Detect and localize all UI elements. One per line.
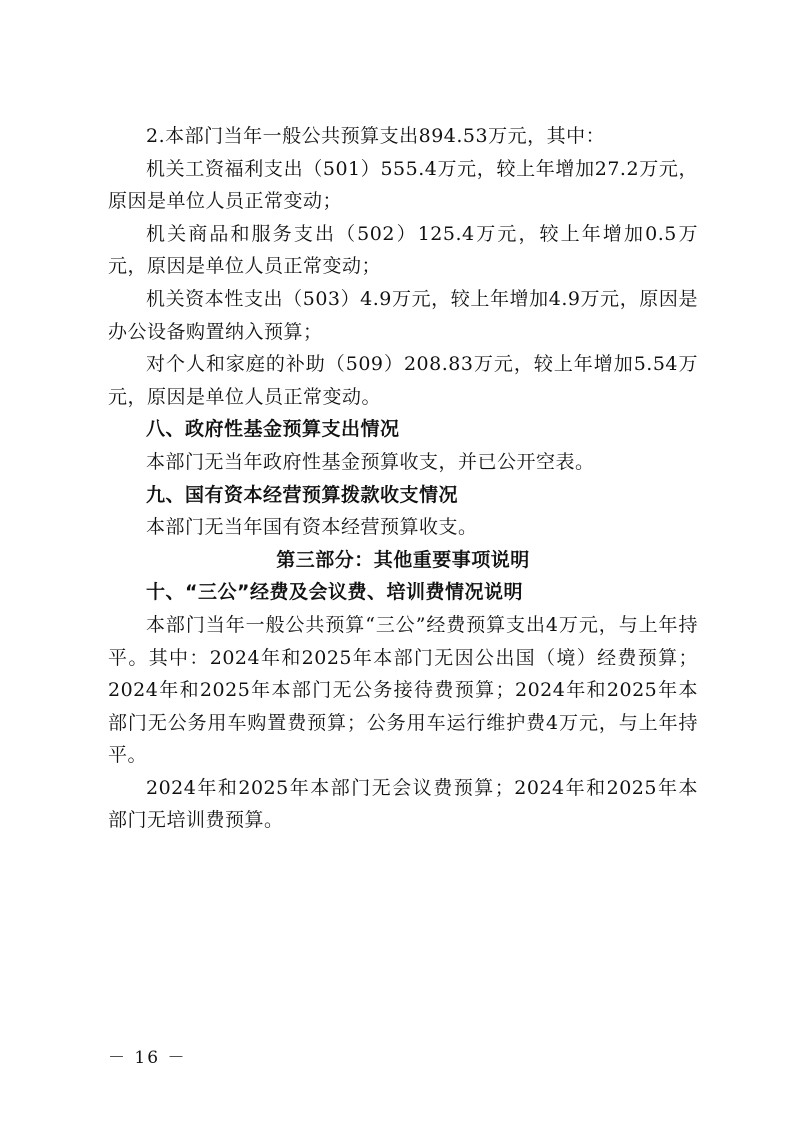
paragraph-general-budget-total: 2.本部门当年一般公共预算支出894.53万元，其中：	[146, 125, 606, 147]
section-heading-8: 八、政府性基金预算支出情况	[146, 418, 400, 441]
section-heading-9: 九、国有资本经营预算拨款收支情况	[146, 483, 459, 506]
section-heading-10: 十、“三公”经费及会议费、培训费情况说明	[146, 581, 523, 604]
paragraph-capital-expenditure: 机关资本性支出（503）4.9万元，较上年增加4.9万元，原因是办公设备购置纳入预算；	[108, 287, 698, 343]
paragraph-government-fund: 本部门无当年政府性基金预算收支，并已公开空表。	[146, 450, 595, 473]
document-body	[108, 120, 698, 837]
page-number: － 16 －	[108, 1048, 187, 1068]
paragraph-meeting-training: 2024年和2025年本部门无会议费预算；2024年和2025年本部门无培训费预算。	[108, 776, 698, 832]
part-three-title: 第三部分：其他重要事项说明	[276, 548, 530, 571]
paragraph-three-public-expenses: 本部门当年一般公共预算“三公”经费预算支出4万元，与上年持平。其中：2024年和2025年本部门无因公出国（境）经费预算；2024年和2025年本部门无公务接待费预算；2024年和2025年本部门无公务用车购置费预算；公务用车运行维护费4万元，与上年持平。	[108, 613, 698, 767]
paragraph-wages-welfare: 机关工资福利支出（501）555.4万元，较上年增加27.2万元，原因是单位人员正常变动；	[108, 157, 698, 213]
paragraph-individual-subsidies: 对个人和家庭的补助（509）208.83万元，较上年增加5.54万元，原因是单位人员正常变动。	[108, 353, 698, 408]
paragraph-state-capital: 本部门无当年国有资本经营预算收支。	[146, 516, 478, 539]
paragraph-goods-services: 机关商品和服务支出（502）125.4万元，较上年增加0.5万元，原因是单位人员正常变动；	[108, 222, 698, 278]
